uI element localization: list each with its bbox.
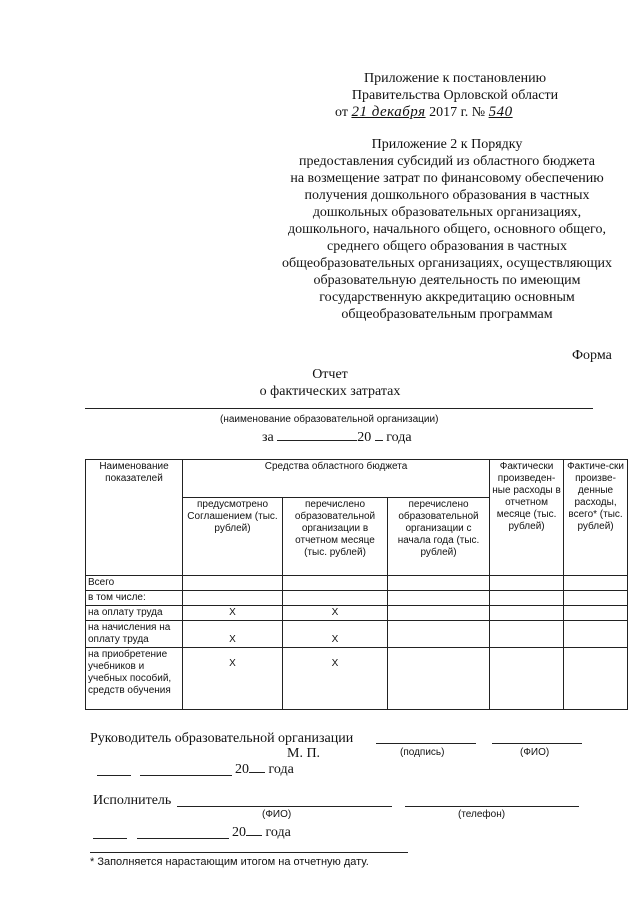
row-label: Всего <box>86 576 183 591</box>
executor-label: Исполнитель <box>93 793 172 808</box>
period-blank <box>277 440 357 441</box>
appendix-line: предоставления субсидий из областного бюджета <box>299 154 595 169</box>
appendix-line: общеобразовательным программам <box>341 307 553 322</box>
table-cell <box>490 648 564 710</box>
row-label: в том числе: <box>86 591 183 606</box>
date-suffix: 2017 г. № <box>429 105 486 120</box>
row-label: на начисления на оплату труда <box>86 621 183 648</box>
appendix-block <box>272 136 622 323</box>
executor-date-year-blank <box>246 835 262 836</box>
appendix-line: среднего общего образования в частных <box>327 239 567 254</box>
table-cell <box>283 576 388 591</box>
period-prefix: за <box>262 430 274 445</box>
signature-line <box>376 743 476 744</box>
period-year-blank <box>375 440 383 441</box>
table-row <box>86 591 628 606</box>
fio-line <box>492 743 582 744</box>
executor-fio-line <box>177 806 392 807</box>
col-header-transferred-month: перечислено образовательной организации в отчетном месяце (тыс. рублей) <box>283 498 388 576</box>
appendix-line: образовательную деятельность по имеющим <box>313 273 581 288</box>
col-header-actual-total: Фактиче-ски произве-денные расходы, всего* (тыс. рублей) <box>564 460 628 576</box>
head-date-year: 20 <box>235 762 249 777</box>
table-cell <box>388 621 490 648</box>
col-header-transferred-year: перечислено образовательной организации с начала года (тыс. рублей) <box>388 498 490 576</box>
col-header-budget-group: Средства областного бюджета <box>183 460 490 498</box>
appendix-line: государственную аккредитацию основным <box>319 290 575 305</box>
period-year: 20 <box>357 430 372 445</box>
footnote: * Заполняется нарастающим итогом на отчетную дату. <box>90 856 369 868</box>
table-cell <box>490 591 564 606</box>
head-date-year-blank <box>249 772 265 773</box>
signature-caption: (подпись) <box>400 747 445 758</box>
table-cell: X <box>183 621 283 648</box>
executor-date <box>232 824 291 841</box>
org-name-line <box>85 408 593 409</box>
table-cell <box>490 606 564 621</box>
row-label: на приобретение учебников и учебных пособий, средств обучения <box>86 648 183 710</box>
footnote-separator <box>90 852 408 853</box>
table-cell <box>564 648 628 710</box>
phone-caption: (телефон) <box>458 809 506 820</box>
header-line-1: Приложение к постановлению <box>363 71 547 86</box>
head-label: Руководитель образовательной организации <box>90 731 354 746</box>
table-row <box>86 606 628 621</box>
table-cell <box>388 648 490 710</box>
table-cell <box>564 591 628 606</box>
row-label: на оплату труда <box>86 606 183 621</box>
fio-caption: (ФИО) <box>520 747 550 758</box>
table-cell <box>183 591 283 606</box>
table-row <box>86 576 628 591</box>
executor-fio-caption: (ФИО) <box>262 809 292 820</box>
table-cell <box>490 621 564 648</box>
date-prefix: от <box>335 105 348 120</box>
col-header-name: Наименование показателей <box>86 460 183 576</box>
appendix-line: общеобразовательных организациях, осуществляющих <box>281 256 613 271</box>
table-cell <box>564 606 628 621</box>
appendix-line: получения дошкольного образования в частных <box>304 188 590 203</box>
col-header-agreement: предусмотрено Соглашением (тыс. рублей) <box>183 498 283 576</box>
exec-date-month-line <box>137 838 229 839</box>
head-date <box>235 761 294 778</box>
form-label: Форма <box>572 348 612 363</box>
table-cell <box>564 621 628 648</box>
table-cell: X <box>183 606 283 621</box>
table-row <box>86 648 628 710</box>
table-cell <box>283 591 388 606</box>
col-header-actual-month: Фактически произведен-ные расходы в отчетном месяце (тыс. рублей) <box>490 460 564 576</box>
table-cell: X <box>283 621 388 648</box>
table-cell <box>388 591 490 606</box>
report-title: Отчет <box>312 367 348 382</box>
org-caption: (наименование образовательной организации) <box>220 414 439 425</box>
table-cell: X <box>183 648 283 710</box>
appendix-line: дошкольных образовательных организациях, <box>312 205 582 220</box>
executor-date-suffix: года <box>265 825 291 840</box>
appendix-line: на возмещение затрат по финансовому обеспечению <box>290 171 604 186</box>
handwritten-date: 21 декабря <box>351 104 426 120</box>
appendix-line: Приложение 2 к Порядку <box>371 137 523 152</box>
report-table <box>85 459 628 710</box>
table-cell <box>388 576 490 591</box>
table-cell <box>388 606 490 621</box>
date-day-line <box>97 775 131 776</box>
header-date-line <box>335 104 513 121</box>
table-cell: X <box>283 606 388 621</box>
head-date-suffix: года <box>268 762 294 777</box>
table-cell <box>183 576 283 591</box>
exec-date-day-line <box>93 838 127 839</box>
mp-label: М. П. <box>287 746 321 761</box>
executor-phone-line <box>405 806 579 807</box>
header-line-2: Правительства Орловской области <box>351 88 559 103</box>
executor-date-year: 20 <box>232 825 246 840</box>
period-suffix: года <box>386 430 412 445</box>
table-cell: X <box>283 648 388 710</box>
handwritten-number: 540 <box>488 104 513 120</box>
table-row <box>86 621 628 648</box>
table-cell <box>564 576 628 591</box>
table-cell <box>490 576 564 591</box>
appendix-line: дошкольного, начального общего, основного общего, <box>288 222 606 237</box>
report-subtitle: о фактических затратах <box>259 384 401 399</box>
date-month-line <box>140 775 232 776</box>
period-line <box>262 429 412 446</box>
